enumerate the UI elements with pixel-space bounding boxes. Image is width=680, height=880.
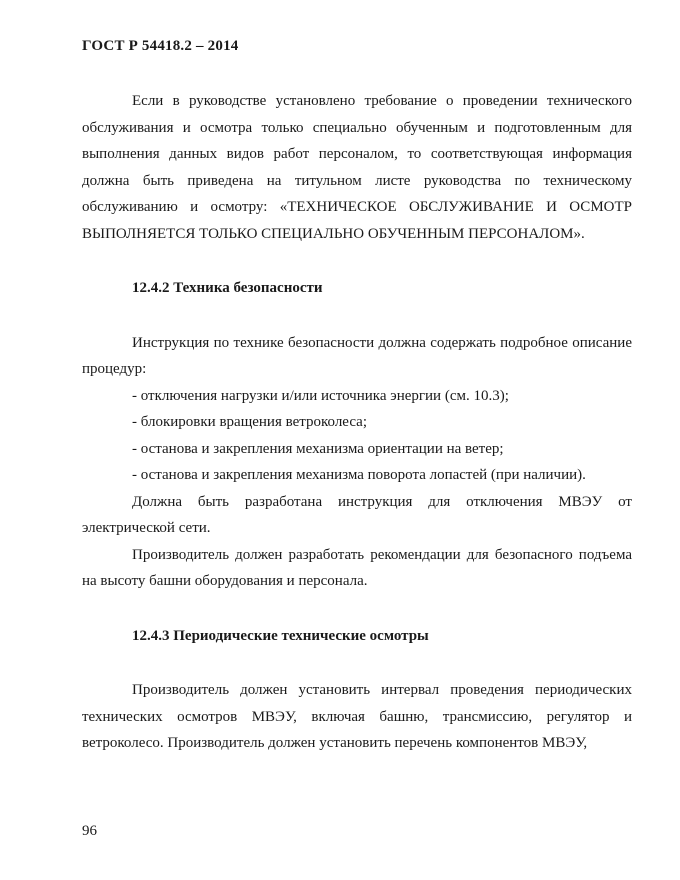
disconnect-paragraph: Должна быть разработана инструкция для отключения МВЭУ от электрической сети. — [82, 493, 632, 536]
inspections-paragraph: Производитель должен установить интервал проведения периодических технических осмотров МВЭУ, включая башню, трансмиссию, регулятор и ветроколесо. Производитель должен установить перечень компонентов МВЭУ, — [82, 682, 632, 751]
page-content — [82, 88, 632, 757]
list-item: - останова и закрепления механизма ориентации на ветер; — [132, 440, 504, 457]
section-heading-12-4-3: 12.4.3 Периодические технические осмотры — [132, 627, 429, 644]
document-standard-header: ГОСТ Р 54418.2 – 2014 — [82, 38, 239, 54]
page-number: 96 — [82, 823, 97, 839]
list-item: - отключения нагрузки и/или источника энергии (см. 10.3); — [132, 387, 509, 404]
list-item: - блокировки вращения ветроколеса; — [132, 414, 368, 430]
safety-lead-paragraph: Инструкция по технике безопасности должна содержать подробное описание процедур: — [82, 334, 632, 377]
intro-paragraph: Если в руководстве установлено требование о проведении технического обслуживания и осмотра только специально обученным и подготовленным для выполнения данных видов работ персоналом, то соответствующая информация должна быть приведена на титульном листе руководства по техническому обслуживанию и осмотру: «ТЕХНИЧЕСКОЕ ОБСЛУЖИВАНИЕ И ОСМОТР ВЫПОЛНЯЕТСЯ ТОЛЬКО СПЕЦИАЛЬНО ОБУЧЕННЫМ ПЕРСОНАЛОМ». — [82, 93, 632, 242]
list-item: - останова и закрепления механизма поворота лопастей (при наличии). — [132, 467, 586, 483]
section-heading-12-4-2: 12.4.2 Техника безопасности — [132, 280, 323, 296]
safety-procedure-list — [82, 383, 632, 489]
lifting-paragraph: Производитель должен разработать рекомендации для безопасного подъема на высоту башни оборудования и персонала. — [82, 546, 632, 589]
